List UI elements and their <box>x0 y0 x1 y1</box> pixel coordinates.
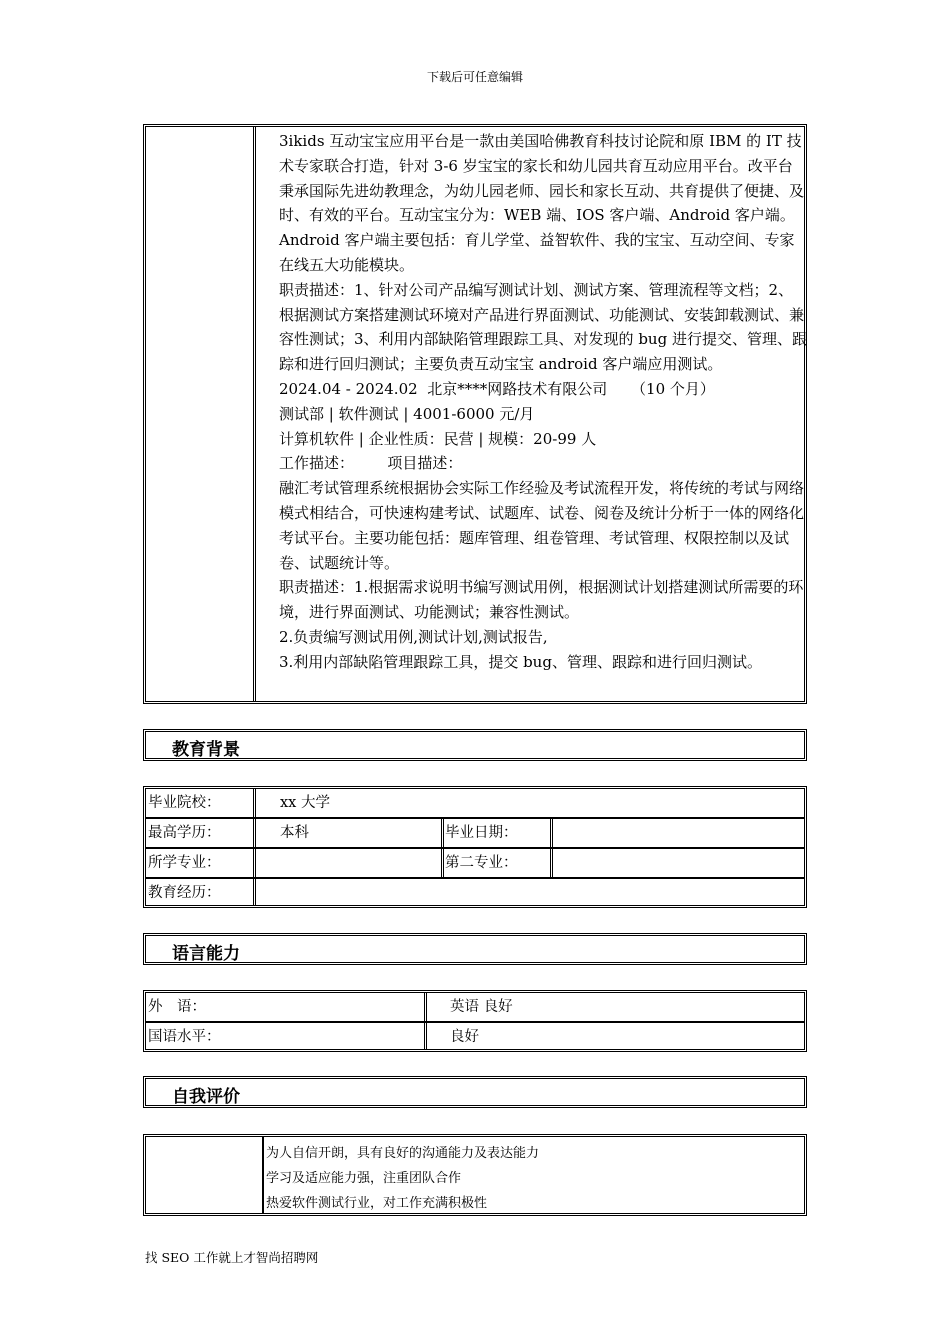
language-table <box>143 990 807 1052</box>
duties-2-item-3: 3.利用内部缺陷管理跟踪工具，提交 bug、管理、跟踪和进行回归测试。 <box>279 652 762 671</box>
work-content <box>279 129 807 675</box>
job-period: 2024.04 - 2024.02 北京****网路技术有限公司 （10 个月） <box>279 379 715 398</box>
self-evaluation-lines <box>266 1141 539 1216</box>
column-divider <box>441 819 444 877</box>
row-divider <box>146 877 804 879</box>
second-major-label: 第二专业： <box>445 855 518 871</box>
column-divider <box>424 993 427 1049</box>
column-divider <box>253 789 256 905</box>
foreign-language-value: 英语 良好 <box>450 999 513 1015</box>
project-intro: 3ikids 互动宝宝应用平台是一款由美国哈佛教育科技讨论院和原 IBM 的 IT 技术专家联合打造，针对 3-6 岁宝宝的家长和幼儿园共育互动应用平台。改平台秉承国际先进幼教理念，为幼儿园老师、园长和家长互动、共育提供了便捷、及时、有效的平台。互动宝宝分为：WEB 端、IOS 客户端、Android 客户端。Android 客户端主要包括：育儿学堂、益智软件、我的宝宝、互动空间、专家在线五大功能模块。 <box>279 132 805 274</box>
education-experience-label: 教育经历： <box>148 885 221 901</box>
self-evaluation-title: 自我评价 <box>172 1087 240 1107</box>
self-evaluation-line: 学习及适应能力强，注重团队合作 <box>266 1171 462 1186</box>
major-label: 所学专业： <box>148 855 221 871</box>
self-evaluation-box <box>143 1134 807 1216</box>
job-dept: 测试部 | 软件测试 | 4001-6000 元/月 <box>279 404 535 423</box>
duties-2-item-2: 2.负责编写测试用例,测试计划,测试报告, <box>279 627 548 646</box>
duties-2: 职责描述：1.根据需求说明书编写测试用例，根据测试计划搭建测试所需要的环境，进行界面测试、功能测试；兼容性测试。 <box>279 578 804 622</box>
work-experience-block <box>143 124 807 704</box>
language-section-header <box>143 933 807 965</box>
foreign-language-label: 外 语： <box>148 999 206 1015</box>
column-divider <box>550 819 553 877</box>
work-left-column <box>253 127 256 701</box>
mandarin-value: 良好 <box>450 1029 479 1045</box>
education-section-header <box>143 729 807 761</box>
self-evaluation-left-column <box>262 1137 264 1213</box>
education-table <box>143 786 807 908</box>
grad-date-label: 毕业日期： <box>445 825 518 841</box>
duties-1: 职责描述：1、针对公司产品编写测试计划、测试方案、管理流程等文档；2、根据测试方案搭建测试环境对产品进行界面测试、功能测试、安装卸载测试、兼容性测试；3、利用内部缺陷管理跟踪工具、对发现的 bug 进行提交、管理、跟踪和进行回归测试；主要负责互动宝宝 android 客户端应用测试。 <box>279 280 807 374</box>
self-evaluation-section-header <box>143 1076 807 1108</box>
self-evaluation-line: 为人自信开朗，具有良好的沟通能力及表达能力 <box>266 1146 540 1161</box>
footer-note: 找 SEO 工作就上才智尚招聘网 <box>145 1250 319 1265</box>
degree-label: 最高学历： <box>148 825 221 841</box>
mandarin-label: 国语水平： <box>148 1029 221 1045</box>
degree-value: 本科 <box>280 825 309 841</box>
job-company-info: 计算机软件 | 企业性质：民营 | 规模：20-99 人 <box>279 429 597 448</box>
job-description-heading: 工作描述： 项目描述： <box>279 454 463 473</box>
header-note: 下载后可任意编辑 <box>426 70 523 84</box>
school-value: xx 大学 <box>280 795 330 811</box>
self-evaluation-line: 热爱软件测试行业，对工作充满积极性 <box>266 1196 488 1211</box>
school-label: 毕业院校： <box>148 795 221 811</box>
language-title: 语言能力 <box>172 944 240 964</box>
education-title: 教育背景 <box>172 740 240 760</box>
project-2-intro: 融汇考试管理系统根据协会实际工作经验及考试流程开发，将传统的考试与网络模式相结合，可快速构建考试、试题库、试卷、阅卷及统计分析于一体的网络化考试平台。主要功能包括：题库管理、组卷管理、考试管理、权限控制以及试卷、试题统计等。 <box>279 479 805 572</box>
